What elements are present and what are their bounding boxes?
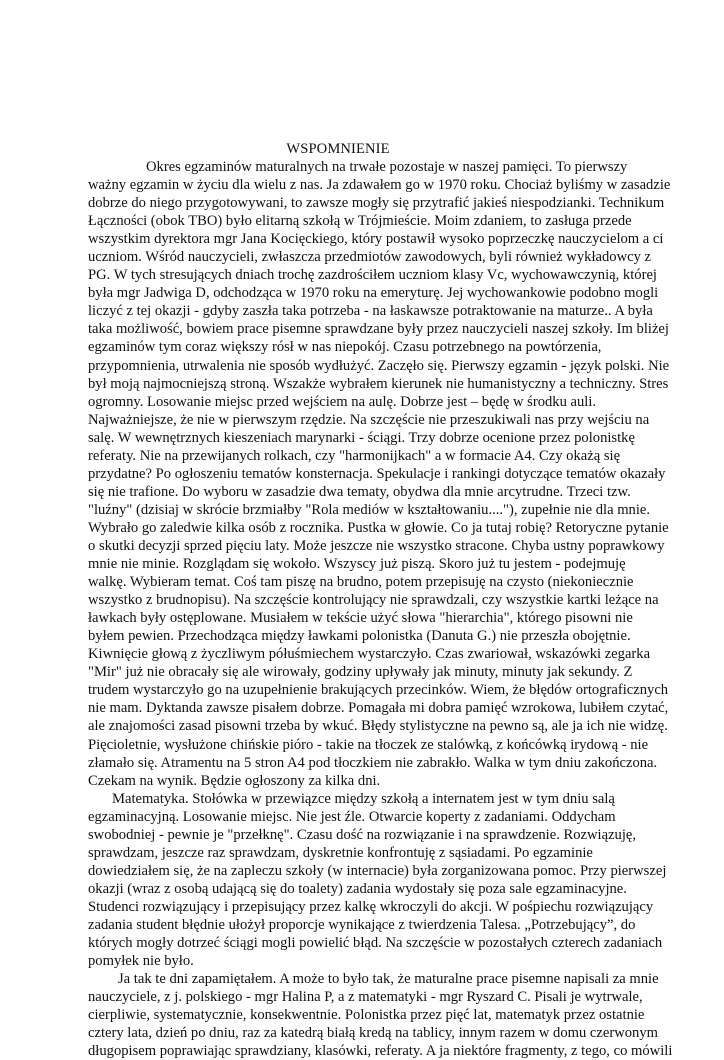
text-line: walkę. Wybieram temat. Coś tam piszę na brudno, potem przepisuję na czysto (niekoniecznie [88,574,634,591]
text-line: Wybrało go zaledwie kilka osób z rocznika. Pustka w głowie. Co ja tutaj robię? Retoryczne pytanie [88,519,669,536]
text-line: byłem pewien. Przechodząca między ławkami polonistka (Danuta G.) nie przeszła obojętnie. [88,628,631,645]
text-line: mnie nie minie. Rozglądam się wokoło. Wszyscy już piszą. Skoro już tu jestem - podejmuję [88,556,626,573]
text-line: Studenci rozwiązujący i przepisujący przez kalkę wkroczyli do akcji. W pośpiechu rozwiązujący [88,898,654,915]
text-line: była mgr Jadwiga D, odchodząca w 1970 roku na emeryturę. Jej wychowankowie podobno mogli [88,285,659,302]
text-line: dowiedziałem się, że na zapleczu szkoły (w internacie) była zorganizowana pomoc. Przy pierwszej [88,862,667,879]
text-line: taka możliwość, bowiem prace pisemne sprawdzane były przez nauczycieli naszej szkoły. Im bliżej [88,321,669,338]
text-line: ławkach były ostęplowane. Musiałem w tekście użyć słowa "hierarchia", którego pisowni nie [88,610,633,627]
text-line: Łączności (obok TBO) było elitarną szkołą w Trójmieście. Moim zdaniem, to zasługa przede [88,213,632,230]
text-line: Ja tak te dni zapamiętałem. A może to było tak, że maturalne prace pisemne napisali za mnie [118,971,659,988]
text-line: Pięcioletnie, wysłużone chińskie pióro - takie na tłoczek ze stalówką, z końcówką irydową - nie [88,736,649,753]
text-line: PG. W tych stresujących dniach trochę zazdrościłem uczniom klasy Vc, wychowawczynią, której [88,267,657,284]
text-line: salę. W wewnętrznych kieszeniach marynarki - ściągi. Trzy dobrze ocenione przez polonistkę [88,429,635,446]
text-line: się nie trafione. Do wyboru w zasadzie dwa tematy, obydwa dla mnie arcytrudne. Trzeci tzw. [88,483,631,500]
text-line: Okres egzaminów maturalnych na trwałe pozostaje w naszej pamięci. To pierwszy [146,159,628,175]
text-line: referaty. Nie na przewijanych rolkach, czy "harmonijkach" a w formacie A4. Czy okażą się [88,447,621,464]
text-line: swobodniej - pewnie je "przełknę". Czasu dość na rozwiązanie i na sprawdzenie. Rozwiązuję, [88,826,637,843]
text-line: nie mam. Dyktanda zawsze pisałem dobrze. Pomagała mi dobra pamięć wzrokowa, lubiłem czytać, [88,700,669,717]
text-line: nauczyciele, z j. polskiego - mgr Halina P, a z matematyki - mgr Ryszard C. Pisali je wytrwale, [88,989,643,1006]
text-line: ogromny. Losowanie miejsc przed wejściem na aulę. Dobrze jest – będę w środku auli. [88,393,597,410]
text-line: był moją najmocniejszą stroną. Wszakże wybrałem kierunek nie humanistyczny a techniczny. Stres [88,375,669,392]
text-line: egzaminacyjną. Losowanie miejsc. Nie jest źle. Otwarcie koperty z zadaniami. Oddycham [88,808,616,825]
text-line: złamało się. Atramentu na 5 stron A4 pod tłoczkiem nie zabrakło. Walka w tym dniu zakończona. [88,754,658,771]
text-line: uczniom. Wśród nauczycieli, zwłaszcza przedmiotów zawodowych, byli również wykładowcy z [88,249,652,266]
text-line: cierpliwie, systematycznie, konsekwentnie. Polonistka przez pięć lat, matematyk przez ostatnie [88,1007,645,1024]
document-title: WSPOMNIENIE [286,141,390,157]
text-line: przydatne? Po ogłoszeniu tematów konsternacja. Spekulacje i rankingi dotyczące tematów okazały [88,465,666,482]
text-line: ale znajomości zasad pisowni trzeba by wkuć. Błędy stylistyczne na pewno są, ale ja ich nie widzę. [88,718,668,735]
text-line: pomyłek nie było. [88,953,194,970]
text-line: wszystkim dyrektora mgr Jana Kocięckiego, który postawił wysoko poprzeczkę nauczycielom a ci [88,231,664,248]
text-line: trudem wystarczyło go na uzupełnienie brakujących przecinków. Wiem, że błędów ortograficznych [88,682,669,699]
text-line: których mogły dotrzeć ściągi mogli powielić błąd. Na szczęście w pozostałych czterech zadaniach [88,935,663,952]
text-line: cztery lata, dzień po dniu, raz za katedrą białą kredą na tablicy, innym razem w domu czerwonym [88,1025,658,1042]
text-line: o skutki decyzji sprzed pięciu laty. Może jeszcze nie wszystko stracone. Chyba ustny poprawkowy [88,537,665,554]
text-line: zadania student błędnie ułożył proporcje wynikające z twierdzenia Talesa. „Potrzebujący”, do [88,916,636,933]
text-line: liczyć z tej okazji - gdyby zaszła taka potrzeba - na łaskawsze potraktowanie na maturze.. A była [88,303,653,320]
text-line: dobrze do niego przygotowywani, to zawsze mogły się przytrafić jakieś niespodzianki. Technikum [88,195,665,212]
text-line: okazji (wraz z osobą udającą się do toalety) zadania wydostały się poza sale egzaminacyjne. [88,880,627,897]
text-line: Czekam na wynik. Będzie ogłoszony za kilka dni. [88,772,381,789]
text-line: ważny egzamin w życiu dla wielu z nas. Ja zdawałem go w 1970 roku. Chociaż byliśmy w zasadzie [88,177,671,194]
text-line: "luźny" (dzisiaj w skrócie brzmiałby "Rola mediów w kształtowaniu...."), zupełnie nie dla mnie. [88,501,651,518]
text-line: przypomnienia, utrwalenia nie sposób wydłużyć. Zaczęło się. Pierwszy egzamin - język polski. Nie [88,357,670,374]
text-line: Najważniejsze, że nie w pierwszym rzędzie. Na szczęście nie przeszukiwali nas przy wejściu na [88,411,650,428]
text-line: Matematyka. Stołówka w przewiązce między szkołą a internatem jest w tym dniu salą [112,790,615,807]
text-line: długopisem poprawiając sprawdziany, klasówki, referaty. A ja niektóre fragmenty, z tego, co mówili [88,1043,673,1060]
text-line: wszystko z brudnopisu). Na szczęście kontrolujący nie sprawdzali, czy wszystkie kartki leżące na [88,592,659,609]
text-line: egzaminów tym coraz większy rósł w nas niepokój. Czasu potrzebnego na powtórzenia, [88,339,602,356]
text-line: Kiwnięcie głową z życzliwym półuśmiechem wystarczyło. Czas zwariował, wskazówki zegarka [88,646,651,663]
text-line: sprawdzam, jeszcze raz sprawdzam, dyskretnie konfrontuję z sąsiadami. Po egzaminie [88,844,593,861]
document-body [88,158,688,1060]
text-line: "Mir" już nie obracały się ale wirowały, godziny upływały jak minuty, minuty jak sekundy. Z [88,664,633,681]
